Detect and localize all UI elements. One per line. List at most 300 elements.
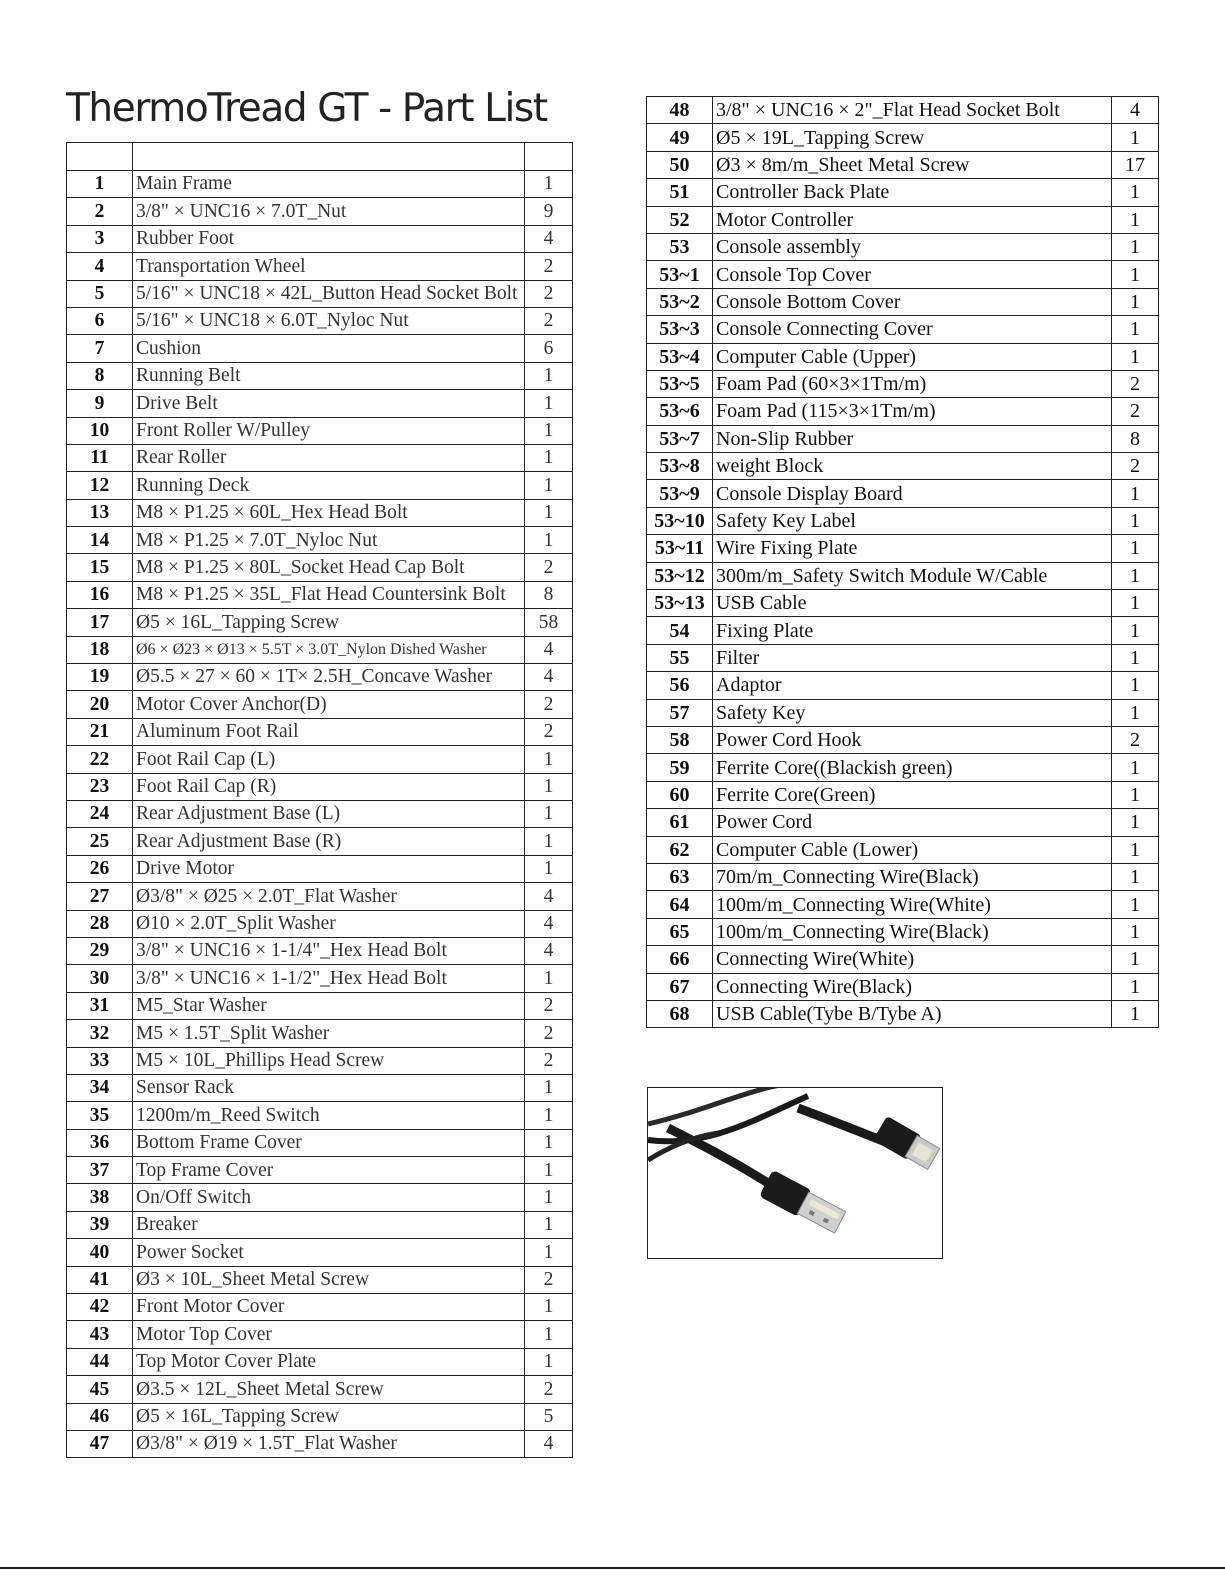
part-qty-cell: 1 [1112,535,1159,562]
part-name-cell: Motor Controller [713,206,1112,233]
table-row [647,946,1159,973]
part-name-cell: M8 × P1.25 × 35L_Flat Head Countersink Bolt [133,581,525,608]
part-name-cell: Console Bottom Cover [713,288,1112,315]
part-qty-cell: 1 [1112,590,1159,617]
part-qty-cell: 2 [1112,398,1159,425]
part-qty-cell: 1 [1112,1000,1159,1027]
table-row [647,809,1159,836]
table-row [67,554,573,581]
part-number-cell: 53~13 [647,590,713,617]
part-number-cell: 42 [67,1294,133,1321]
part-name-cell: Motor Cover Anchor(D) [133,691,525,718]
part-number-cell: 43 [67,1321,133,1348]
part-qty-cell: 1 [1112,507,1159,534]
table-row [67,609,573,636]
table-row [67,1157,573,1184]
table-row [647,398,1159,425]
table-row [647,124,1159,151]
part-qty-cell: 1 [525,1157,573,1184]
part-name-cell: 70m/m_Connecting Wire(Black) [713,863,1112,890]
part-name-cell: Computer Cable (Upper) [713,343,1112,370]
part-name-cell: 100m/m_Connecting Wire(Black) [713,918,1112,945]
part-name-cell: Ø5 × 16L_Tapping Screw [133,609,525,636]
part-number-cell: 22 [67,746,133,773]
part-number-cell: 53~2 [647,288,713,315]
part-number-cell: 66 [647,946,713,973]
table-row [67,307,573,334]
table-row [67,1074,573,1101]
table-row [647,206,1159,233]
part-name-cell: Rear Roller [133,444,525,471]
part-qty-cell: 1 [1112,973,1159,1000]
table-row [647,726,1159,753]
part-name-cell: Ø3 × 8m/m_Sheet Metal Screw [713,151,1112,178]
table-row [647,316,1159,343]
part-name-cell: USB Cable [713,590,1112,617]
table-row [67,335,573,362]
table-row [67,746,573,773]
part-name-cell: 5/16" × UNC18 × 42L_Button Head Socket Bolt [133,280,525,307]
part-number-cell: 8 [67,362,133,389]
part-qty-cell: 1 [525,1184,573,1211]
part-number-cell: 21 [67,718,133,745]
table-row [67,992,573,1019]
part-name-cell: Controller Back Plate [713,179,1112,206]
part-qty-cell: 1 [1112,946,1159,973]
part-qty-cell: 1 [525,472,573,499]
part-number-cell: 16 [67,581,133,608]
parts-table-right [646,96,1159,1028]
table-row [67,417,573,444]
usb-cable-photo [647,1087,943,1259]
part-name-cell: Rubber Foot [133,225,525,252]
part-qty-cell: 1 [1112,124,1159,151]
table-row [647,973,1159,1000]
table-row [67,1184,573,1211]
part-number-cell: 53~7 [647,425,713,452]
table-row [647,672,1159,699]
part-qty-cell: 1 [525,390,573,417]
table-row [67,1430,573,1457]
part-number-cell: 37 [67,1157,133,1184]
part-number-cell: 64 [647,891,713,918]
part-qty-cell: 2 [1112,370,1159,397]
part-qty-cell: 1 [1112,863,1159,890]
table-row [67,910,573,937]
part-name-cell: Sensor Rack [133,1074,525,1101]
table-row [67,855,573,882]
part-name-cell: 3/8" × UNC16 × 1-1/4"_Hex Head Bolt [133,937,525,964]
part-number-cell: 54 [647,617,713,644]
table-row [647,288,1159,315]
table-row [67,253,573,280]
part-number-cell: 50 [647,151,713,178]
part-name-cell: Power Cord Hook [713,726,1112,753]
part-qty-cell: 1 [525,527,573,554]
part-qty-cell: 2 [525,554,573,581]
part-qty-cell: 2 [525,992,573,1019]
header-num-cell [67,143,133,171]
part-name-cell: Connecting Wire(Black) [713,973,1112,1000]
part-name-cell: 300m/m_Safety Switch Module W/Cable [713,562,1112,589]
part-name-cell: Safety Key [713,699,1112,726]
table-row [647,891,1159,918]
table-row [67,472,573,499]
part-qty-cell: 6 [525,335,573,362]
part-qty-cell: 1 [1112,562,1159,589]
part-number-cell: 59 [647,754,713,781]
part-number-cell: 56 [647,672,713,699]
part-number-cell: 36 [67,1129,133,1156]
part-qty-cell: 1 [525,746,573,773]
table-row [67,1239,573,1266]
part-number-cell: 53~3 [647,316,713,343]
part-number-cell: 53~9 [647,480,713,507]
part-number-cell: 53~5 [647,370,713,397]
part-number-cell: 19 [67,664,133,691]
part-number-cell: 61 [647,809,713,836]
part-qty-cell: 4 [1112,97,1159,124]
part-name-cell: Ferrite Core(Green) [713,781,1112,808]
part-name-cell: Drive Belt [133,390,525,417]
part-qty-cell: 1 [1112,809,1159,836]
part-name-cell: Aluminum Foot Rail [133,718,525,745]
part-number-cell: 25 [67,828,133,855]
table-row [67,1020,573,1047]
part-name-cell: Filter [713,644,1112,671]
part-number-cell: 1 [67,171,133,198]
part-qty-cell: 1 [525,965,573,992]
part-number-cell: 49 [647,124,713,151]
part-name-cell: Top Motor Cover Plate [133,1348,525,1375]
table-row [67,636,573,663]
table-row [67,444,573,471]
part-qty-cell: 1 [525,1321,573,1348]
part-name-cell: Ø3 × 10L_Sheet Metal Screw [133,1266,525,1293]
part-qty-cell: 1 [1112,288,1159,315]
part-qty-cell: 1 [525,1129,573,1156]
part-name-cell: Front Motor Cover [133,1294,525,1321]
part-name-cell: Fixing Plate [713,617,1112,644]
part-qty-cell: 2 [525,691,573,718]
part-qty-cell: 1 [525,171,573,198]
part-qty-cell: 17 [1112,151,1159,178]
header-qty-cell [525,143,573,171]
table-row [647,836,1159,863]
part-qty-cell: 1 [525,417,573,444]
part-name-cell: Console assembly [713,233,1112,260]
part-qty-cell: 1 [525,1294,573,1321]
part-qty-cell: 2 [525,718,573,745]
part-number-cell: 33 [67,1047,133,1074]
part-name-cell: Ø3/8" × Ø25 × 2.0T_Flat Washer [133,883,525,910]
part-qty-cell: 2 [525,307,573,334]
table-row [647,535,1159,562]
part-qty-cell: 1 [525,362,573,389]
part-number-cell: 52 [647,206,713,233]
part-name-cell: Foam Pad (60×3×1Tm/m) [713,370,1112,397]
table-row [647,918,1159,945]
part-name-cell: Computer Cable (Lower) [713,836,1112,863]
part-number-cell: 53~8 [647,453,713,480]
part-name-cell: Motor Top Cover [133,1321,525,1348]
table-row [67,499,573,526]
part-qty-cell: 1 [1112,781,1159,808]
part-qty-cell: 4 [525,636,573,663]
part-qty-cell: 4 [525,883,573,910]
table-row [67,800,573,827]
table-row [67,937,573,964]
part-number-cell: 6 [67,307,133,334]
part-number-cell: 51 [647,179,713,206]
table-row [647,507,1159,534]
part-name-cell: Top Frame Cover [133,1157,525,1184]
table-row [67,1129,573,1156]
part-number-cell: 12 [67,472,133,499]
part-name-cell: Drive Motor [133,855,525,882]
part-qty-cell: 1 [1112,343,1159,370]
part-name-cell: Front Roller W/Pulley [133,417,525,444]
parts-table-left [66,142,573,1458]
table-row [67,1321,573,1348]
part-name-cell: Bottom Frame Cover [133,1129,525,1156]
part-name-cell: M5_Star Washer [133,992,525,1019]
part-name-cell: Adaptor [713,672,1112,699]
part-number-cell: 57 [647,699,713,726]
part-name-cell: Console Display Board [713,480,1112,507]
part-qty-cell: 58 [525,609,573,636]
part-qty-cell: 1 [525,1074,573,1101]
part-name-cell: Main Frame [133,171,525,198]
part-qty-cell: 2 [1112,453,1159,480]
part-number-cell: 3 [67,225,133,252]
table-row [67,883,573,910]
part-number-cell: 4 [67,253,133,280]
part-number-cell: 53~6 [647,398,713,425]
part-number-cell: 53~12 [647,562,713,589]
table-row [67,1403,573,1430]
table-row [67,225,573,252]
part-number-cell: 53~4 [647,343,713,370]
part-number-cell: 18 [67,636,133,663]
table-row [647,1000,1159,1027]
part-qty-cell: 1 [1112,617,1159,644]
table-row [647,480,1159,507]
part-number-cell: 53 [647,233,713,260]
part-qty-cell: 1 [1112,891,1159,918]
part-name-cell: Ø6 × Ø23 × Ø13 × 5.5T × 3.0T_Nylon Dished Washer [133,636,525,663]
table-row [647,151,1159,178]
part-name-cell: Non-Slip Rubber [713,425,1112,452]
table-row [67,1294,573,1321]
part-name-cell: Connecting Wire(White) [713,946,1112,973]
part-qty-cell: 1 [1112,836,1159,863]
part-number-cell: 39 [67,1211,133,1238]
part-name-cell: M8 × P1.25 × 80L_Socket Head Cap Bolt [133,554,525,581]
table-row [647,425,1159,452]
part-qty-cell: 1 [525,1211,573,1238]
part-name-cell: 3/8" × UNC16 × 7.0T_Nut [133,198,525,225]
table-row [647,562,1159,589]
table-row [67,773,573,800]
part-qty-cell: 4 [525,225,573,252]
part-number-cell: 7 [67,335,133,362]
table-row [67,390,573,417]
part-qty-cell: 1 [1112,233,1159,260]
part-name-cell: Cushion [133,335,525,362]
page-title: ThermoTread GT - Part List [66,86,547,131]
part-qty-cell: 1 [1112,672,1159,699]
part-qty-cell: 1 [1112,316,1159,343]
table-row [67,664,573,691]
table-row [67,718,573,745]
part-name-cell: Foot Rail Cap (L) [133,746,525,773]
part-qty-cell: 1 [525,855,573,882]
table-row [647,644,1159,671]
part-name-cell: Rear Adjustment Base (R) [133,828,525,855]
part-qty-cell: 1 [525,499,573,526]
part-name-cell: Console Connecting Cover [713,316,1112,343]
part-number-cell: 38 [67,1184,133,1211]
table-row [67,280,573,307]
part-number-cell: 29 [67,937,133,964]
part-number-cell: 41 [67,1266,133,1293]
part-name-cell: USB Cable(Tybe B/Tybe A) [713,1000,1112,1027]
part-qty-cell: 1 [525,773,573,800]
table-row [647,343,1159,370]
part-qty-cell: 1 [525,1239,573,1266]
part-qty-cell: 4 [525,937,573,964]
table-row [647,590,1159,617]
part-name-cell: Ferrite Core((Blackish green) [713,754,1112,781]
table-row [67,965,573,992]
part-number-cell: 27 [67,883,133,910]
part-number-cell: 60 [647,781,713,808]
part-name-cell: Foot Rail Cap (R) [133,773,525,800]
part-qty-cell: 2 [525,1020,573,1047]
part-qty-cell: 1 [1112,918,1159,945]
part-name-cell: 3/8" × UNC16 × 2"_Flat Head Socket Bolt [713,97,1112,124]
part-qty-cell: 2 [525,1266,573,1293]
part-name-cell: Foam Pad (115×3×1Tm/m) [713,398,1112,425]
part-name-cell: Ø3/8" × Ø19 × 1.5T_Flat Washer [133,1430,525,1457]
usb-cable-icon [648,1088,942,1258]
part-qty-cell: 2 [525,1047,573,1074]
part-qty-cell: 4 [525,664,573,691]
part-name-cell: M5 × 10L_Phillips Head Screw [133,1047,525,1074]
part-qty-cell: 1 [1112,754,1159,781]
part-number-cell: 10 [67,417,133,444]
part-name-cell: 5/16" × UNC18 × 6.0T_Nyloc Nut [133,307,525,334]
part-number-cell: 9 [67,390,133,417]
table-row [647,453,1159,480]
table-row [67,362,573,389]
table-row [67,1211,573,1238]
part-name-cell: Transportation Wheel [133,253,525,280]
part-number-cell: 62 [647,836,713,863]
part-number-cell: 53~11 [647,535,713,562]
header-name-cell [133,143,525,171]
part-number-cell: 55 [647,644,713,671]
part-number-cell: 35 [67,1102,133,1129]
table-row [647,617,1159,644]
table-row [67,1047,573,1074]
part-qty-cell: 2 [525,1376,573,1403]
part-number-cell: 28 [67,910,133,937]
table-row [647,97,1159,124]
part-name-cell: Power Socket [133,1239,525,1266]
part-number-cell: 58 [647,726,713,753]
part-qty-cell: 2 [1112,726,1159,753]
part-number-cell: 31 [67,992,133,1019]
part-name-cell: 100m/m_Connecting Wire(White) [713,891,1112,918]
part-qty-cell: 1 [525,1102,573,1129]
table-row [67,828,573,855]
part-qty-cell: 1 [525,1348,573,1375]
part-qty-cell: 4 [525,1430,573,1457]
part-number-cell: 11 [67,444,133,471]
part-qty-cell: 2 [525,280,573,307]
part-number-cell: 26 [67,855,133,882]
bottom-rule [0,1567,1225,1569]
part-number-cell: 67 [647,973,713,1000]
part-number-cell: 17 [67,609,133,636]
table-row [647,699,1159,726]
part-number-cell: 30 [67,965,133,992]
part-name-cell: Ø5.5 × 27 × 60 × 1T× 2.5H_Concave Washer [133,664,525,691]
part-name-cell: M5 × 1.5T_Split Washer [133,1020,525,1047]
part-qty-cell: 1 [1112,644,1159,671]
part-name-cell: Power Cord [713,809,1112,836]
table-row [67,1266,573,1293]
part-name-cell: Rear Adjustment Base (L) [133,800,525,827]
table-row [647,863,1159,890]
part-number-cell: 14 [67,527,133,554]
part-number-cell: 2 [67,198,133,225]
part-number-cell: 5 [67,280,133,307]
part-name-cell: Ø5 × 19L_Tapping Screw [713,124,1112,151]
table-row [647,781,1159,808]
table-row [67,198,573,225]
table-row [67,171,573,198]
table-row [647,261,1159,288]
part-number-cell: 44 [67,1348,133,1375]
part-name-cell: Breaker [133,1211,525,1238]
table-row [67,1102,573,1129]
part-name-cell: weight Block [713,453,1112,480]
part-qty-cell: 1 [525,800,573,827]
part-qty-cell: 9 [525,198,573,225]
part-name-cell: Console Top Cover [713,261,1112,288]
part-number-cell: 40 [67,1239,133,1266]
table-row [67,691,573,718]
part-number-cell: 53~10 [647,507,713,534]
part-number-cell: 63 [647,863,713,890]
part-name-cell: On/Off Switch [133,1184,525,1211]
part-number-cell: 20 [67,691,133,718]
table-row [67,527,573,554]
part-qty-cell: 1 [1112,179,1159,206]
part-name-cell: M8 × P1.25 × 60L_Hex Head Bolt [133,499,525,526]
part-qty-cell: 2 [525,253,573,280]
part-number-cell: 13 [67,499,133,526]
part-name-cell: M8 × P1.25 × 7.0T_Nyloc Nut [133,527,525,554]
part-name-cell: Ø10 × 2.0T_Split Washer [133,910,525,937]
part-number-cell: 32 [67,1020,133,1047]
part-number-cell: 68 [647,1000,713,1027]
part-name-cell: Wire Fixing Plate [713,535,1112,562]
part-number-cell: 53~1 [647,261,713,288]
